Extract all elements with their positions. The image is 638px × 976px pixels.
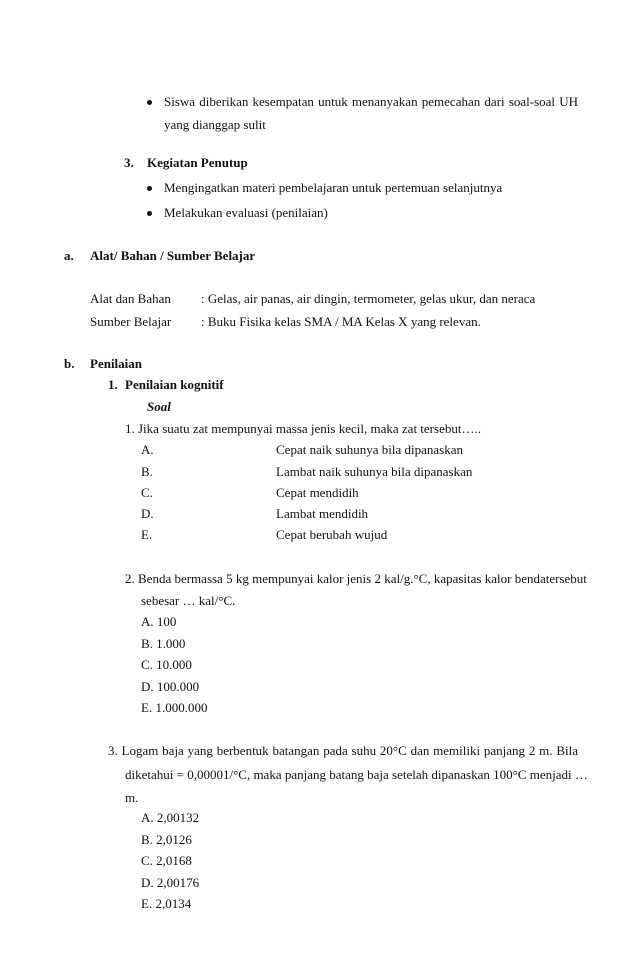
option-letter: A. xyxy=(141,442,154,457)
option-text: Cepat berubah wujud xyxy=(276,527,388,542)
subsection-number: 1. xyxy=(108,377,118,392)
bullet-icon xyxy=(147,211,152,216)
question-text: 1. Jika suatu zat mempunyai massa jenis kecil, maka zat tersebut….. xyxy=(125,421,481,436)
question-text: 2. Benda bermassa 5 kg mempunyai kalor jenis 2 kal/g.°C, kapasitas kalor bendatersebut xyxy=(125,571,587,586)
bullet-icon xyxy=(147,100,152,105)
option-text: A. 100 xyxy=(141,614,177,629)
option-text: C. 2,0168 xyxy=(141,853,192,868)
option-text: Cepat naik suhunya bila dipanaskan xyxy=(276,442,464,457)
resource-value: : Gelas, air panas, air dingin, termometer, gelas ukur, dan neraca xyxy=(201,291,536,306)
option-text: Lambat naik suhunya bila dipanaskan xyxy=(276,464,473,479)
section-title: Alat/ Bahan / Sumber Belajar xyxy=(90,248,256,263)
bullet-icon xyxy=(147,186,152,191)
resource-value: : Buku Fisika kelas SMA / MA Kelas X yang relevan. xyxy=(201,314,481,329)
option-letter: D. xyxy=(141,506,154,521)
question-text: sebesar … kal/°C. xyxy=(141,593,236,608)
option-letter: B. xyxy=(141,464,153,479)
section-number: 3. xyxy=(124,155,134,170)
soal-label: Soal xyxy=(147,399,171,414)
option-text: D. 2,00176 xyxy=(141,875,200,890)
option-text: E. 1.000.000 xyxy=(141,700,208,715)
option-text: D. 100.000 xyxy=(141,679,200,694)
question-text: 3. Logam baja yang berbentuk batangan pada suhu 20°C dan memiliki panjang 2 m. Bila xyxy=(108,743,578,758)
resource-label: Sumber Belajar xyxy=(90,314,172,329)
section-letter: b. xyxy=(64,356,75,371)
option-text: B. 2,0126 xyxy=(141,832,192,847)
option-letter: C. xyxy=(141,485,153,500)
option-text: E. 2,0134 xyxy=(141,896,192,911)
bullet-text-line: Siswa diberikan kesempatan untuk menanyakan pemecahan dari soal-soal UH xyxy=(164,94,578,109)
section-letter: a. xyxy=(64,248,74,263)
bullet-text: Melakukan evaluasi (penilaian) xyxy=(164,205,328,220)
option-text: B. 1.000 xyxy=(141,636,186,651)
question-text: m. xyxy=(125,790,139,805)
option-text: A. 2,00132 xyxy=(141,810,200,825)
bullet-text-line: yang dianggap sulit xyxy=(164,117,266,132)
section-title: Kegiatan Penutup xyxy=(147,155,248,170)
section-title: Penilaian xyxy=(90,356,143,371)
option-letter: E. xyxy=(141,527,153,542)
subsection-title: Penilaian kognitif xyxy=(125,377,224,392)
option-text: C. 10.000 xyxy=(141,657,192,672)
resource-label: Alat dan Bahan xyxy=(90,291,171,306)
option-text: Lambat mendidih xyxy=(276,506,369,521)
question-text: diketahui = 0,00001/°C, maka panjang batang baja setelah dipanaskan 100°C menjadi … xyxy=(125,767,588,782)
bullet-text: Mengingatkan materi pembelajaran untuk pertemuan selanjutnya xyxy=(164,180,503,195)
option-text: Cepat mendidih xyxy=(276,485,359,500)
